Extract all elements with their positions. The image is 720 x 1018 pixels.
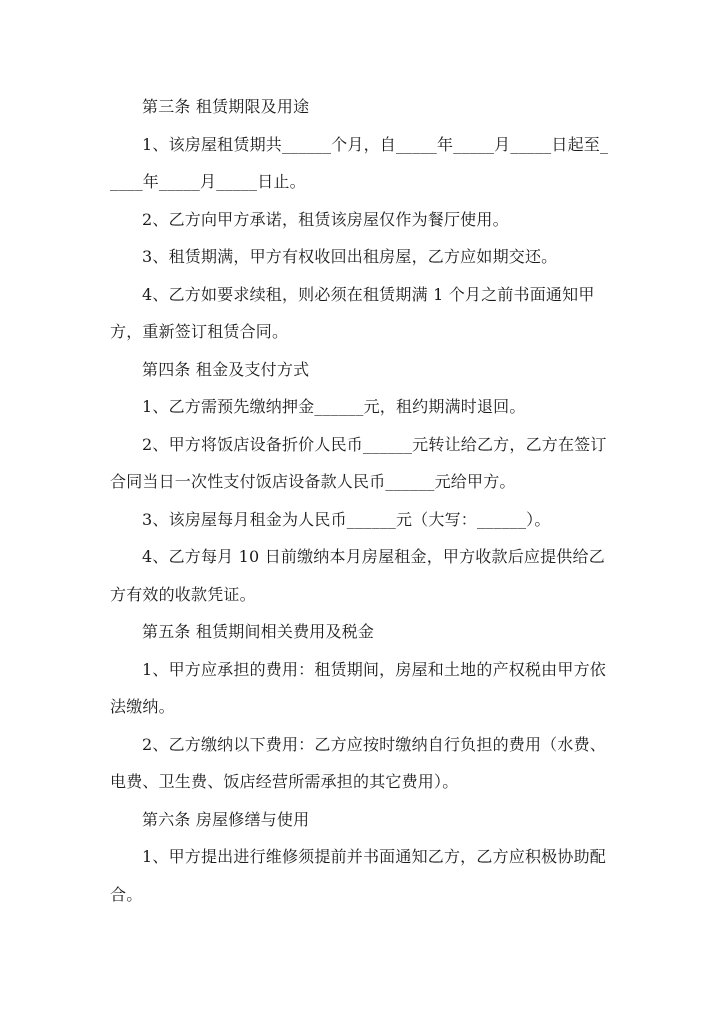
clause-4-3-rent: 3、该房屋每月租金为人民币______元（大写：______）。: [142, 509, 551, 529]
clause-3-4-renewal: 4、乙方如要求续租，则必须在租赁期满 1 个月之前书面通知甲方，重新签订租赁合同。: [110, 284, 595, 341]
section-heading-3: 第三条 租赁期限及用途: [142, 97, 310, 116]
section-heading-5: 第五条 租赁期间相关费用及税金: [142, 622, 375, 641]
clause-3-3-return: 3、租赁期满，甲方有权收回出租房屋，乙方应如期交还。: [142, 247, 558, 266]
document-body: [110, 88, 612, 913]
section-heading-6: 第六条 房屋修缮与使用: [142, 809, 310, 829]
clause-3-1-lease-term: 1、该房屋租赁期共______个月，自_____年_____月_____日起至_____年_____月_____日止。: [110, 134, 609, 191]
clause-4-1-deposit: 1、乙方需预先缴纳押金______元，租约期满时退回。: [142, 397, 526, 416]
clause-5-1-landlord-fees: 1、甲方应承担的费用：租赁期间，房屋和土地的产权税由甲方依法缴纳。: [110, 659, 606, 716]
section-heading-4: 第四条 租金及支付方式: [142, 359, 310, 379]
clause-5-2-tenant-fees: 2、乙方缴纳以下费用：乙方应按时缴纳自行负担的费用（水费、电费、卫生费、饭店经营所需承担的其它费用）。: [110, 734, 606, 791]
clause-4-4-payment-date: 4、乙方每月 10 日前缴纳本月房屋租金，甲方收款后应提供给乙方有效的收款凭证。: [110, 547, 605, 604]
clause-4-2-equipment: 2、甲方将饭店设备折价人民币______元转让给乙方，乙方在签订合同当日一次性支付饭店设备款人民币______元给甲方。: [110, 434, 607, 491]
clause-6-1-repairs: 1、甲方提出进行维修须提前并书面通知乙方，乙方应积极协助配合。: [110, 847, 606, 904]
clause-3-2-usage: 2、乙方向甲方承诺，租赁该房屋仅作为餐厅使用。: [142, 209, 509, 229]
